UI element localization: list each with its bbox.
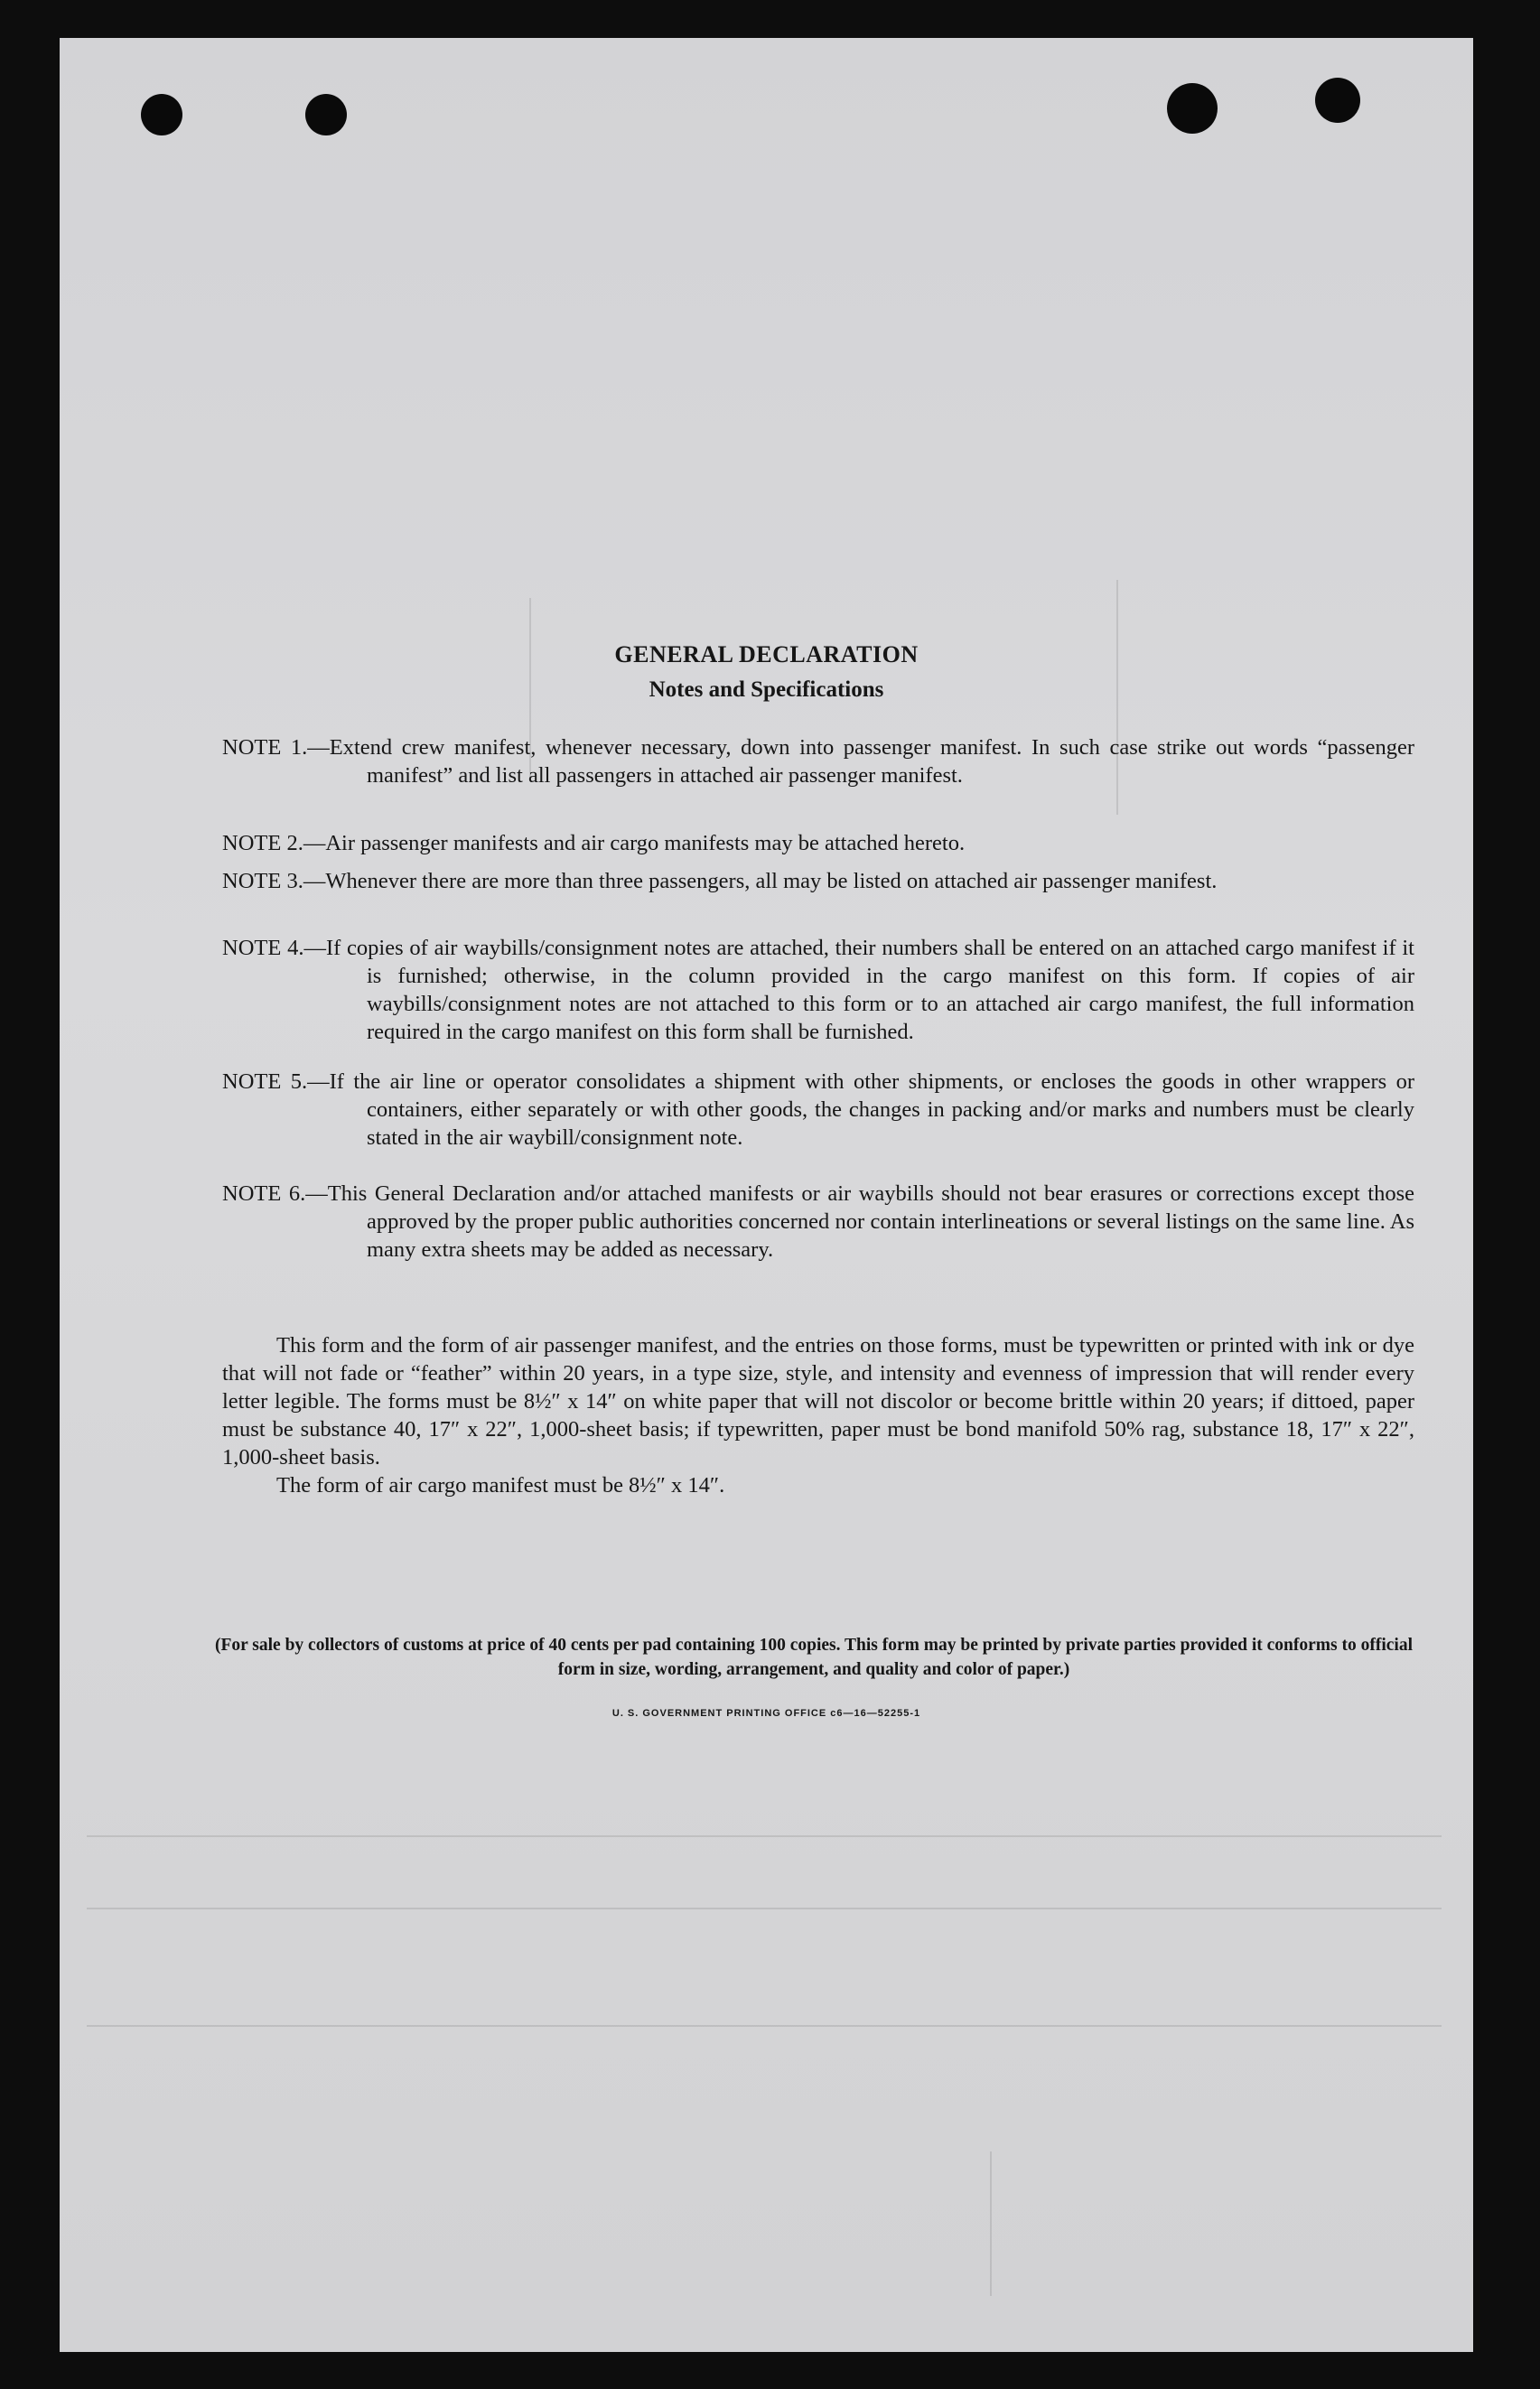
note-label: NOTE 6. [222, 1181, 306, 1206]
note-label: NOTE 3. [222, 869, 303, 893]
specifications-paragraph: This form and the form of air passenger manifest, and the entries on those forms, must be typewritten or printed with ink or dye that will not fade or “feather” within 20 years, in a type size, style, and intensity and evenness of impression that will render every letter legible. The forms must be 8½″ x 14″ on white paper that will not discolor or become brittle within 20 years; if dittoed, paper must be substance 40, 17″ x 22″, 1,000-sheet basis; if typewritten, paper must be bond manifold 50% rag, substance 18, 17″ x 22″, 1,000-sheet basis. [222, 1333, 1414, 1470]
note-text: —Extend crew manifest, whenever necessary, down into passenger manifest. In such case strike out words “passenger manifest” and list all passengers in attached air passenger manifest. [307, 735, 1414, 788]
sale-notice: (For sale by collectors of customs at price of 40 cents per pad containing 100 copies. This form may be printed by private parties provided it conforms to official form in size, wording, arrangement, and quality and color of paper.) [214, 1636, 1414, 1679]
note-1 [222, 733, 1414, 789]
note-label: NOTE 4. [222, 936, 304, 960]
note-label: NOTE 1. [222, 735, 308, 760]
note-2 [222, 829, 1414, 857]
note-text: —If the air line or operator consolidates a shipment with other shipments, or encloses the goods in other wrappers or containers, either separately or with other goods, the changes in packing and/or marks and numbers must be clearly stated in the air waybill/consignment note. [307, 1069, 1414, 1150]
note-label: NOTE 5. [222, 1069, 308, 1094]
note-4 [222, 934, 1414, 1046]
note-5 [222, 1068, 1414, 1152]
printer-line: U. S. GOVERNMENT PRINTING OFFICE c6—16—52255-1 [611, 1708, 921, 1719]
note-label: NOTE 2. [222, 831, 303, 855]
page-subtitle: Notes and Specifications [649, 677, 884, 702]
cargo-manifest-size-line: The form of air cargo manifest must be 8½″ x 14″. [276, 1473, 725, 1498]
note-text: —If copies of air waybills/consignment notes are attached, their numbers shall be entered on an attached cargo manifest if it is furnished; otherwise, in the column provided in the cargo manifest on this form. If copies of air waybills/consignment notes are not attached to this form or to an attached air cargo manifest, the full information required in the cargo manifest on this form shall be furnished. [303, 936, 1414, 1044]
page-title: GENERAL DECLARATION [614, 641, 919, 667]
document-page [60, 38, 1473, 2352]
notes-and-specifications [60, 38, 1473, 2352]
note-3 [222, 867, 1414, 895]
note-6 [222, 1180, 1414, 1264]
note-text: —Air passenger manifests and air cargo manifests may be attached hereto. [303, 831, 966, 855]
note-text: —This General Declaration and/or attached manifests or air waybills should not bear erasures or corrections except those approved by the proper public authorities concerned nor contain interlineations or several listings on the same line. As many extra sheets may be added as necessary. [305, 1181, 1414, 1262]
note-text: —Whenever there are more than three passengers, all may be listed on attached air passenger manifest. [303, 869, 1218, 893]
